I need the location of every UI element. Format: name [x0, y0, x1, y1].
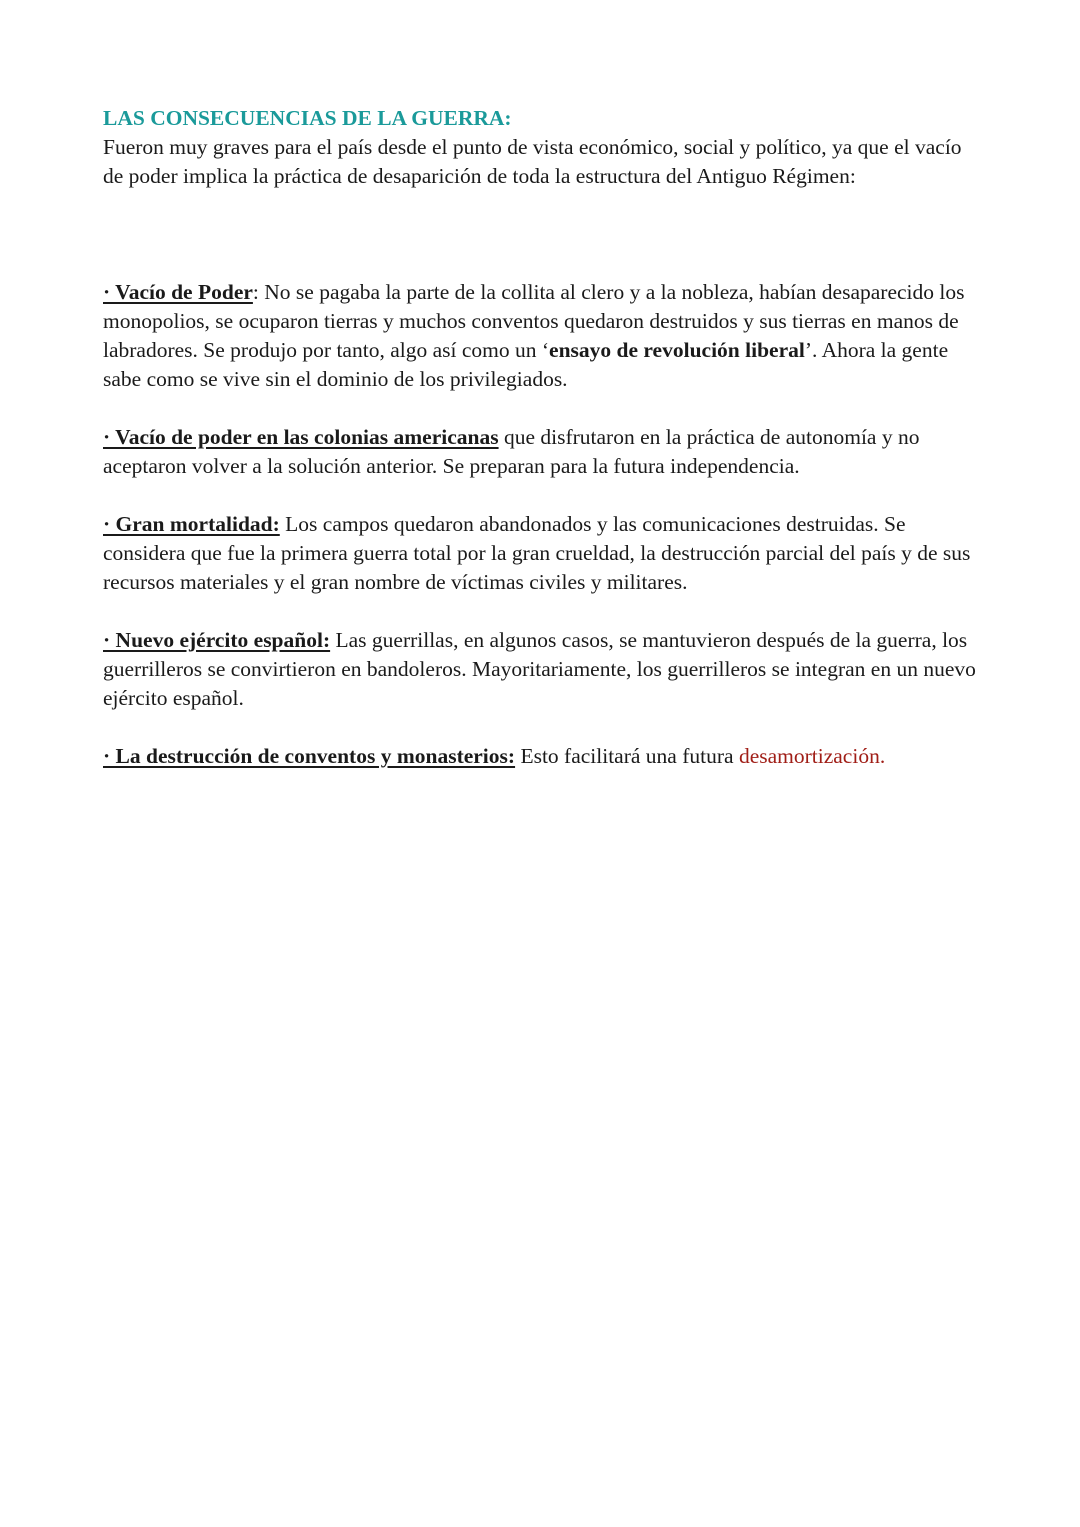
spacer: [103, 191, 983, 278]
intro-paragraph: Fueron muy graves para el país desde el punto de vista económico, social y político, ya que el vacío de poder implica la práctica de desaparición de toda la estructura del Antiguo Régimen:: [103, 135, 962, 188]
item-title: · Gran mortalidad:: [103, 512, 280, 536]
item-title: · Vacío de Poder: [103, 280, 253, 304]
item-text: : No se pagaba la parte de la collita al clero y a la nobleza, habían desaparecido los monopolios, se ocuparon tierras y muchos conventos quedaron destruidos y sus tierras en manos de labradores. Se produjo por tanto, algo así como un ‘: [103, 280, 965, 362]
item-text: ’. Ahora la gente sabe como se vive sin el dominio de los privilegiados.: [103, 338, 949, 391]
item-title: · Vacío de poder en las colonias americanas: [103, 425, 499, 449]
section-heading: LAS CONSECUENCIAS DE LA GUERRA:: [103, 106, 512, 130]
item-text: Las guerrillas, en algunos casos, se mantuvieron después de la guerra, los guerrilleros se convirtieron en bandoleros. Mayoritariamente, los guerrilleros se integran en un nuevo ejército español.: [103, 628, 976, 710]
consequence-item-convents: [103, 742, 983, 771]
consequence-item-power-vacuum: [103, 278, 983, 394]
item-text: Esto facilitará una futura: [515, 744, 739, 768]
consequence-item-colonies: [103, 423, 983, 481]
consequence-item-new-army: [103, 626, 983, 713]
item-highlight-text: desamortización.: [738, 744, 886, 768]
item-text: Los campos quedaron abandonados y las comunicaciones destruidas. Se considera que fue la primera guerra total por la gran crueldad, la destrucción parcial del país y de sus recursos materiales y el gran nombre de víctimas civiles y militares.: [103, 512, 971, 594]
consequence-item-mortality: [103, 510, 983, 597]
item-text: que disfrutaron en la práctica de autonomía y no aceptaron volver a la solución anterior. Se preparan para la futura independencia.: [103, 425, 920, 478]
item-bold-text: ensayo de revolución liberal: [549, 338, 805, 362]
document-page: [103, 104, 983, 800]
item-title: · Nuevo ejército español:: [103, 628, 331, 652]
item-title: · La destrucción de conventos y monasterios:: [103, 744, 516, 768]
